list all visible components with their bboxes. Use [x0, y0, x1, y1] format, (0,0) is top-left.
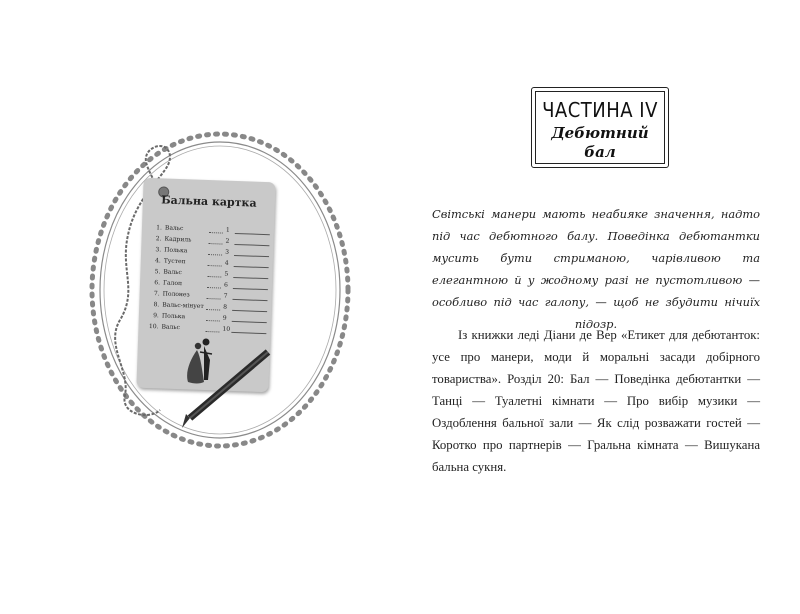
- slot-number: 8: [223, 303, 228, 311]
- dance-name: Тустеп: [163, 257, 186, 266]
- dance-number: 3.: [155, 246, 162, 254]
- slot-number: 4: [224, 259, 229, 267]
- dance-name: Галоп: [162, 279, 183, 288]
- epigraph-text: Світські манери мають неабияке значення, надто під час дебютного балу. Поведінка дебютантки мусить бути стриманою, чарівливою та елегантною й у жодному разі не пустотливою — особливо під час галопу, — щоб не збудити нічиїх підозр.: [432, 207, 760, 332]
- dance-name: Полонез: [162, 290, 190, 299]
- slot-number: 5: [224, 270, 229, 278]
- chapter-title: [532, 124, 668, 162]
- chapter-heading-box: [531, 87, 669, 168]
- chapter-title-line-1: Дебютний: [551, 124, 649, 142]
- slot-number: 1: [225, 226, 230, 234]
- dance-number: 6.: [154, 279, 161, 287]
- dance-name: Вальс: [164, 224, 184, 233]
- card-title: Бальна картка: [160, 193, 257, 210]
- chapter-title-line-2: бал: [584, 143, 616, 161]
- dance-name: Вальс: [161, 323, 181, 332]
- dance-name: Полька: [161, 312, 186, 321]
- dance-list: [148, 220, 270, 334]
- dance-name: Полька: [164, 246, 188, 255]
- dance-number: 7.: [153, 290, 160, 298]
- dance-number: 8.: [153, 301, 160, 309]
- dance-name: Вальс-мінует: [162, 301, 204, 310]
- slot-number: 2: [225, 237, 230, 245]
- dance-name: Вальс: [163, 268, 182, 277]
- dance-number: 9.: [153, 312, 160, 320]
- dance-number: 4.: [154, 257, 161, 265]
- source-citation: Із книжки леді Діани де Вер «Етикет для дебютанток: усе про манери, моди й моральні засади добірного товариства». Розділ 20: Бал — Поведінка дебютантки — Танці — Туалетні кімнати — Про вибір музики — Оздоблення бальної зали — Як слід розважати гостей — Коротко про партнерів — Гральна кімната — Вишукана бальна сукня.: [432, 327, 760, 474]
- part-title: ЧАСТИНА IV: [542, 98, 658, 122]
- dance-number: 10.: [148, 323, 159, 331]
- dance-number: 5.: [154, 268, 161, 276]
- slot-number: 10: [222, 325, 231, 333]
- dance-name: Кадриль: [164, 235, 192, 244]
- slot-number: 6: [223, 281, 228, 289]
- slot-number: 7: [223, 292, 228, 300]
- slot-number: 3: [225, 248, 230, 256]
- dance-number: 1.: [156, 224, 163, 232]
- slot-number: 9: [222, 314, 227, 322]
- dance-card: [136, 178, 275, 392]
- dance-number: 2.: [155, 235, 162, 243]
